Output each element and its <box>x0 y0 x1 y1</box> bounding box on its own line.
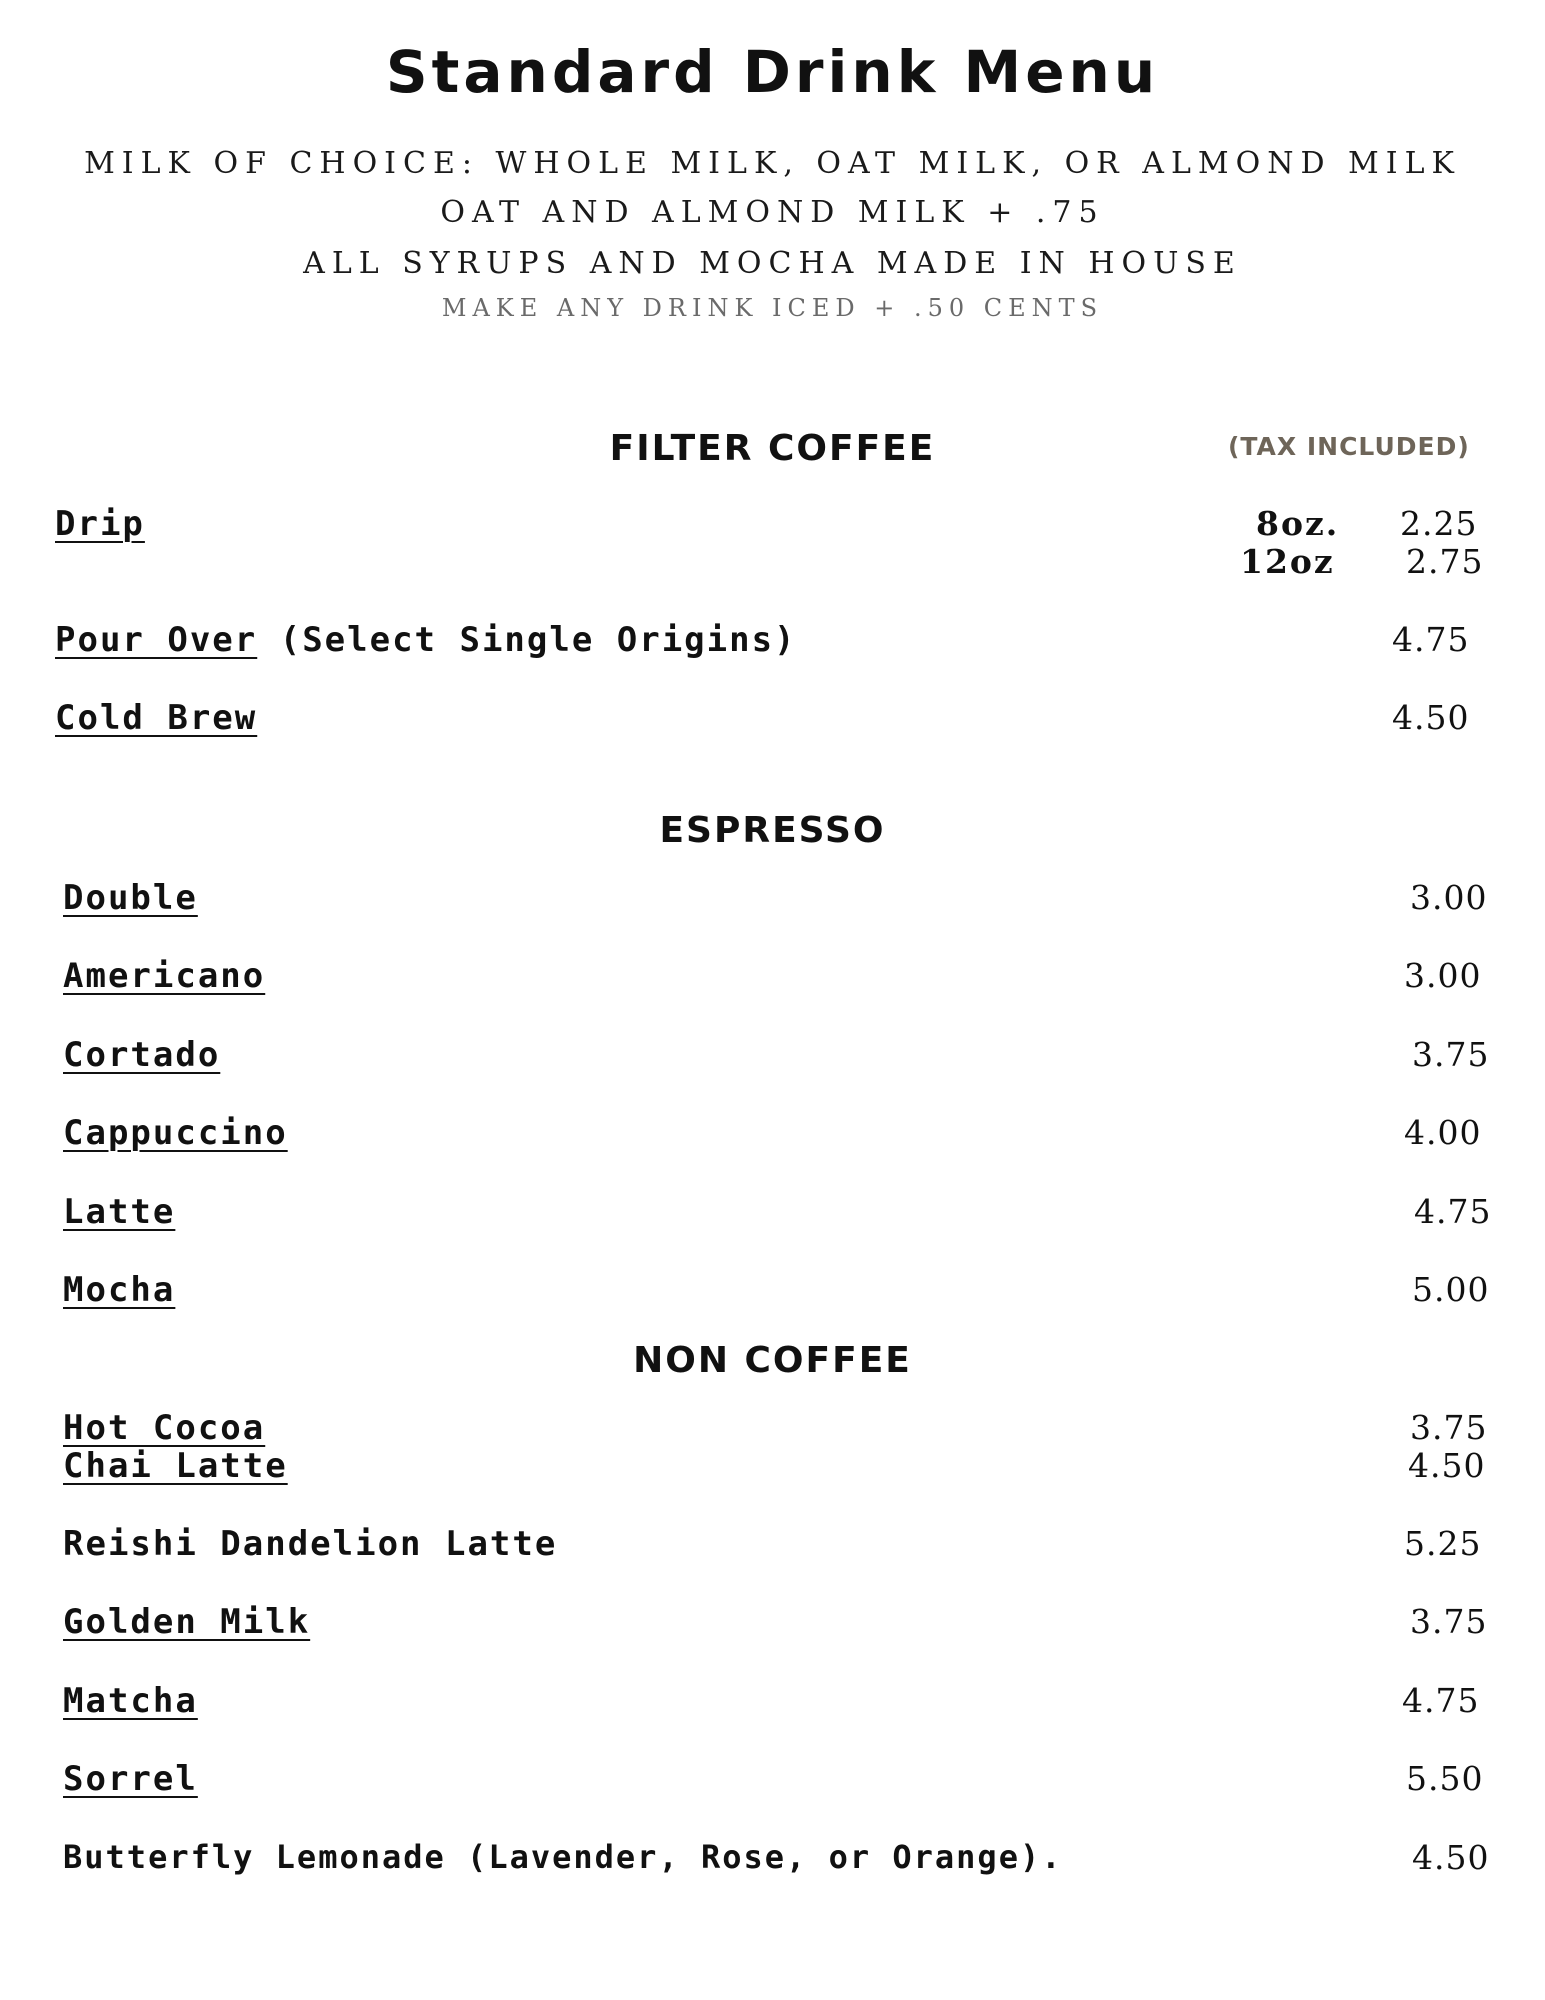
hot-cocoa-price: 3.75 <box>1410 1408 1488 1447</box>
butterfly-lemonade-price: 4.50 <box>1412 1838 1490 1877</box>
latte-name: Latte <box>63 1192 176 1232</box>
drip-name: Drip <box>55 504 145 544</box>
cappuccino-name: Cappuccino <box>63 1113 288 1153</box>
milk-choice-note: MILK OF CHOICE: WHOLE MILK, OAT MILK, OR ALMOND MILK <box>84 146 1461 181</box>
butterfly-lemonade-name: Butterfly Lemonade (Lavender, Rose, or Orange). <box>63 1838 1063 1876</box>
cold-brew-name: Cold Brew <box>55 698 258 738</box>
sorrel-price: 5.50 <box>1406 1759 1484 1798</box>
chai-latte-name: Chai Latte <box>63 1446 288 1486</box>
pour-over-name: Pour Over <box>55 620 258 660</box>
alt-milk-note: OAT AND ALMOND MILK + .75 <box>440 195 1105 230</box>
sorrel-name: Sorrel <box>63 1759 198 1799</box>
golden-milk-price: 3.75 <box>1410 1602 1488 1641</box>
cappuccino-price: 4.00 <box>1404 1113 1482 1152</box>
drip-price-large: 2.75 <box>1406 542 1484 581</box>
non-coffee-heading: NON COFFEE <box>633 1340 912 1381</box>
pour-over-item <box>55 620 797 660</box>
americano-name: Americano <box>63 956 266 996</box>
chai-latte-price: 4.50 <box>1408 1446 1486 1485</box>
reishi-latte-price: 5.25 <box>1404 1524 1482 1563</box>
latte-price: 4.75 <box>1414 1192 1492 1231</box>
iced-note: MAKE ANY DRINK ICED + .50 CENTS <box>441 294 1104 322</box>
matcha-price: 4.75 <box>1402 1681 1480 1720</box>
menu-title: Standard Drink Menu <box>385 38 1160 106</box>
mocha-price: 5.00 <box>1412 1270 1490 1309</box>
hot-cocoa-name: Hot Cocoa <box>63 1408 266 1448</box>
pour-over-price: 4.75 <box>1392 620 1470 659</box>
golden-milk-name: Golden Milk <box>63 1602 311 1642</box>
drip-size-large: 12oz <box>1240 542 1335 581</box>
reishi-latte-name: Reishi Dandelion Latte <box>63 1524 558 1564</box>
espresso-heading: ESPRESSO <box>659 810 886 851</box>
double-price: 3.00 <box>1410 878 1488 917</box>
mocha-name: Mocha <box>63 1270 176 1310</box>
cortado-name: Cortado <box>63 1035 221 1075</box>
cortado-price: 3.75 <box>1412 1035 1490 1074</box>
pour-over-note: (Select Single Origins) <box>279 620 797 660</box>
drip-price-small: 2.25 <box>1400 504 1478 543</box>
tax-included-note: (TAX INCLUDED) <box>1228 432 1470 461</box>
double-name: Double <box>63 878 198 918</box>
drip-size-small: 8oz. <box>1256 504 1340 543</box>
matcha-name: Matcha <box>63 1681 198 1721</box>
syrups-note: ALL SYRUPS AND MOCHA MADE IN HOUSE <box>303 246 1242 281</box>
americano-price: 3.00 <box>1404 956 1482 995</box>
cold-brew-price: 4.50 <box>1392 698 1470 737</box>
filter-coffee-heading: FILTER COFFEE <box>609 428 936 469</box>
